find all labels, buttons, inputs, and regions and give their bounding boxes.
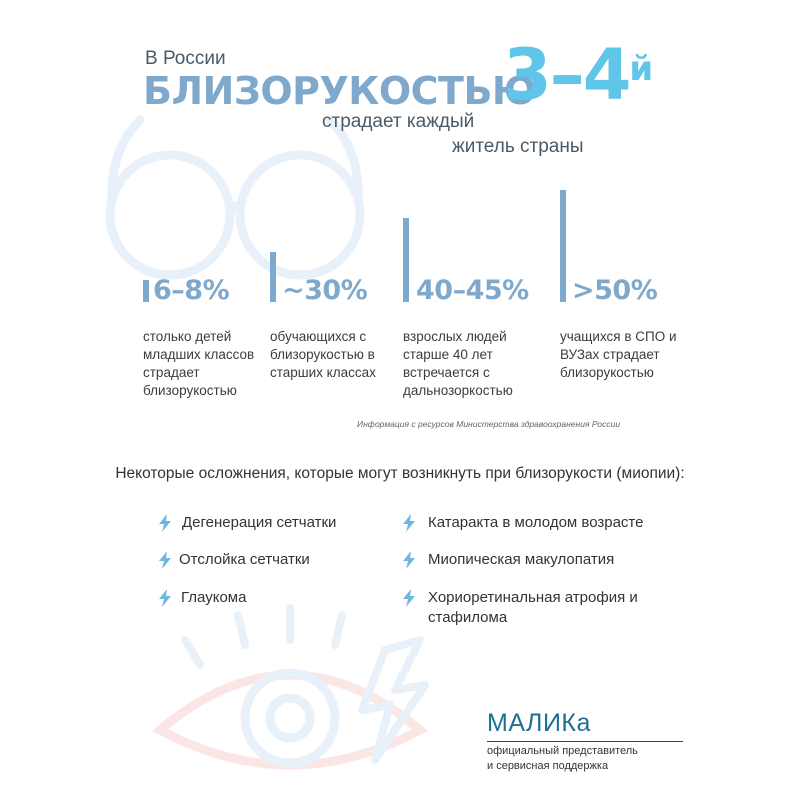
complication-item-right-3: Хориоретинальная атрофия и стафилома (428, 589, 638, 626)
big-number (503, 34, 652, 116)
complication-item-right-1: Катаракта в молодом возрасте (428, 514, 644, 531)
stat-caption-4: учащихся в СПО и ВУЗах страдает близорукостью (560, 329, 677, 380)
lightning-icon (158, 589, 172, 607)
stat-caption-3: взрослых людей старше 40 лет встречается с дальнозоркостью (403, 329, 513, 398)
headline: БЛИЗОРУКОСТЬЮ (143, 69, 537, 113)
stat-value-4: >50% (572, 275, 658, 306)
glasses-icon (110, 120, 360, 275)
source-note: Информация с ресурсов Министерства здравоохранения России (357, 419, 621, 429)
brand-logo: МАЛИКа (487, 709, 591, 737)
complication-item-right-2: Миопическая макулопатия (428, 551, 615, 568)
logo-divider (487, 741, 683, 742)
complication-item-left-3: Глаукома (181, 589, 247, 606)
lightning-icon (158, 551, 172, 569)
lightning-icon (402, 514, 416, 532)
subtitle-line-1: страдает каждый (322, 111, 475, 132)
complication-item-left-1: Дегенерация сетчатки (182, 514, 337, 531)
stat-caption-1: столько детей младших классов страдает близорукостью (143, 329, 255, 398)
logo-tagline-2: и сервисная поддержка (487, 760, 609, 772)
stat-bar-1 (143, 280, 149, 302)
big-number-value: 3–4 (503, 34, 630, 116)
complication-item-left-2: Отслойка сетчатки (179, 551, 310, 568)
complications-title: Некоторые осложнения, которые могут возникнуть при близорукости (миопии): (115, 465, 685, 482)
stat-value-1: 6–8% (153, 275, 230, 306)
subtitle-line-2: житель страны (452, 136, 584, 157)
logo-tagline-1: официальный представитель (487, 745, 638, 757)
big-number-suffix: й (629, 49, 652, 89)
lightning-icon (402, 589, 416, 607)
eye-icon (160, 608, 425, 765)
lightning-icon (158, 514, 172, 532)
stat-caption-2: обучающихся с близорукостью в старших классах (270, 329, 376, 380)
stat-value-3: 40–45% (416, 275, 529, 306)
intro-text: В России (145, 48, 226, 69)
stat-bar-4 (560, 190, 566, 302)
stat-bar-2 (270, 252, 276, 302)
stat-bar-3 (403, 218, 409, 302)
lightning-icon (402, 551, 416, 569)
stat-value-2: ~30% (282, 275, 368, 306)
